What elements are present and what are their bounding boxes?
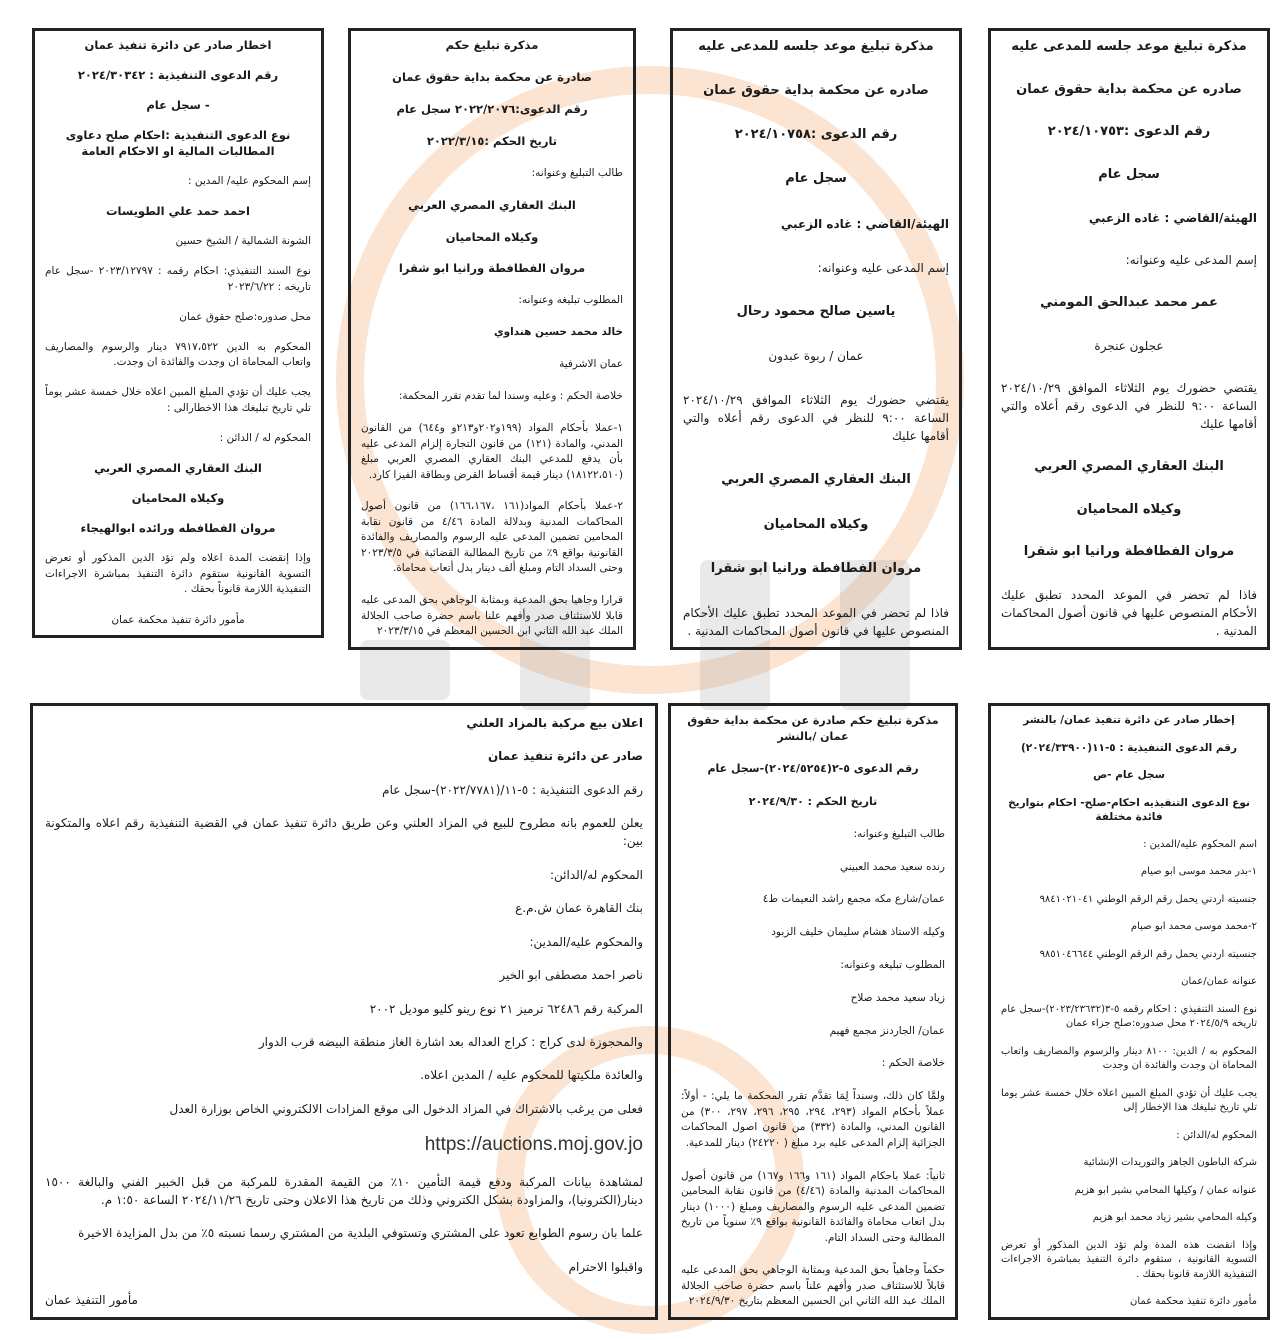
notice-line: محل صدوره:صلح حقوق عمان [179,310,311,323]
notice-line: ناصر احمد مصطفى ابو الخير [499,968,643,983]
notice-heading: رقم الدعوى :٢٠٢٤/١٠٧٥٣ [1047,124,1211,140]
notice-heading: البنك العقاري المصري العربي [721,472,911,488]
notice-line: حكماً وجاهياً بحق المدعية وبمثابة الوجاهي بحق المدعى عليه قابلاً للاستئناف صدر وأفهم علناً باسم حضرة صاحب الجلالة الملك عبد الله الثاني ابن الحسين المعظم بتاريخ ٢٠٢٤/٩/٣٠ [681,1264,945,1308]
notice-line: المحكوم له / الدائن : [219,432,311,445]
notice-line: خلاصة الحكم : وعليه وسندا لما تقدم تقرر المحكمة: [398,390,623,403]
notice-heading: عمر محمد عبدالحق المومني [1040,294,1218,310]
notice-heading: وكيلاه المحاميان [131,491,225,506]
notice-heading: رقم الدعوى:٢٠٢٢/٢٠٧٦ سجل عام [396,101,588,116]
notice-heading: صادره عن محكمة بداية حقوق عمان [1016,81,1242,97]
notice-line: والعائدة ملكيتها للمحكوم عليه / المدين اعلاه. [420,1068,643,1083]
notice-line: المطلوب تبليغه وعنوانه: [518,294,623,307]
notice-heading: البنك العقاري المصري العربي [1034,458,1224,474]
notice-line: صادر عن دائرة تنفيذ عمان [487,749,643,764]
notice-heading: احمد حمد علي الطويسات [106,203,250,218]
notice-heading: نوع الدعوى التنفيذيه احكام-صلح- احكام بتواريخ فائدة مختلفة [1008,796,1250,824]
notice-heading: وكيلاه المحاميان [1076,501,1182,517]
notice-line: والمحجوزة لدى كراج : كراج العداله بعد اشارة الغاز منطقة البيضه قرب الدوار [258,1034,643,1049]
auction-website-link[interactable]: https://auctions.moj.gov.jo [424,1134,643,1156]
notice-heading: البنك العقاري المصري العربي [94,461,262,476]
notice-line: الشونة الشمالية / الشيخ حسين [175,235,311,248]
notice-line: المركبة رقم ٦٢٤٨٦ ترميز ٢١ نوع رينو كليو موديل ٢٠٠٢ [369,1001,643,1016]
notice-vehicle-auction [30,703,658,1320]
notice-line: ٢-عملا بأحكام المواد(١٦١ ،١٦٦،١٦٧) من قانون أصول المحاكمات المدنية وبدلالة المادة ٤/٤٦ من قانون نقابة المحامين تضمين المدعى عليه الرسوم والمصاريف والفائدة القانونية بواقع ٩٪ من تاريخ المطالبة القضائية في ٢٠٢٣/٣/٥ وحتى السداد التام ومبلغ ألف دينار بدل أتعاب محاماة. [361,500,623,575]
notice-heading: رقم الدعوى :٢٠٢٤/١٠٧٥٨ [734,127,898,143]
notice-heading: إخطار صادر عن دائرة تنفيذ عمان/ بالنشر [1023,714,1235,726]
notice-heading: صادره عن محكمة بداية حقوق عمان [703,83,929,99]
notice-heading: البنك العقاري المصري العربي [408,197,576,212]
notice-line: ٢-محمد موسى محمد ابو صيام [1130,921,1257,933]
notice-line: مأمور التنفيذ عمان [45,1293,138,1307]
notice-judgment-5254 [668,703,958,1320]
notice-line: رنده سعيد محمد العبيني [840,860,945,873]
notice-heading: مذكرة تبليغ حكم [445,38,539,52]
notice-heading: سجل عام [785,171,847,187]
notice-line: وكيله المحامي بشير زياد محمد ابو هزيم [1092,1212,1257,1224]
notice-line: يقتضي حضورك يوم الثلاثاء الموافق ٢٠٢٤/١٠/٢٩ الساعة ٩:٠٠ للنظر في الدعوى رقم أعلاه والتي أقامها عليك [1001,381,1258,432]
notice-line: المحكوم به الدين ٧٩١٧،٥٢٢ دينار والرسوم والمصاريف واتعاب المحاماة ان وجدت والفائدة ان وجدت. [45,340,311,369]
notice-line: مأمور دائرة تنفيذ محكمة عمان [111,613,245,626]
notice-hearing-summons-10758 [670,28,962,650]
notice-line: الهيئة/القاضي : غاده الزعبي [780,216,949,231]
notice-heading: مذكرة تبليغ حكم صادرة عن محكمة بداية حقوق عمان /بالنشر [687,714,939,743]
notice-line: قرارا وجاهيا بحق المدعية وبمثابة الوجاهي بحق المدعى عليه قابلا للاستئناف صدر وأفهم علنا باسم حضرة صاحب الجلالة الملك عبد الله الثاني ابن الحسين المعظم في ٢٠٢٣/٣/١٥ [361,594,623,638]
notice-line: مأمور دائرة تنفيذ محكمة عمان [1130,1296,1257,1308]
notice-line: والمحكوم عليه/المدين: [529,934,643,949]
notice-line: يجب عليك أن تؤدي المبلغ المبين اعلاه خلال خمسة عشر يوما تلي تاريخ تبليغك هذا الإخطار إلى [1001,1087,1257,1114]
notice-line: جنسيته اردني يحمل رقم الرقم الوطني ٩٨٤١٠٢١٠٤١ [1039,893,1257,905]
notice-line: يقتضي حضورك يوم الثلاثاء الموافق ٢٠٢٤/١٠/٢٩ الساعة ٩:٠٠ للنظر في الدعوى رقم أعلاه والتي أقامها عليك [683,393,950,444]
notice-line: المحكوم له/الدائن: [549,867,643,882]
notice-line: عمان/ الجاردنز مجمع فهيم [829,1024,945,1037]
notice-line: واقبلوا الاحترام [568,1259,643,1274]
notice-line: طالب التبليغ وعنوانه: [853,827,945,840]
notice-heading: تاريخ الحكم : ٢٠٢٤/٩/٣٠ [748,795,878,809]
notice-heading: ياسين صالح محمود رحال [736,303,896,319]
notice-line: عجلون عنجرة [1094,338,1164,353]
notice-heading: تاريخ الحكم :٢٠٢٢/٣/١٥ [426,133,558,148]
notice-line: طالب التبليغ وعنوانه: [531,166,623,179]
notice-execution-30342 [32,28,324,638]
notice-line: اعلان بيع مركبة بالمزاد العلني [466,716,643,730]
notice-heading: مذكرة تبليغ موعد جلسه للمدعى عليه [1011,39,1247,54]
notice-line: عمان/شارع مكه مجمع راشد النعيمات ط٤ [762,893,945,906]
notice-line: فاذا لم تحضر في الموعد المحدد تطبق عليك الأحكام المنصوص عليها في قانون أصول المحاكمات المدنية . [683,605,949,638]
notice-line: وإذا إنقضت المدة اعلاه ولم تؤد الدين المذكور أو تعرض التسوية القانونية ستقوم دائرة التنفيذ بمباشرة الاجراءات التنفيذية اللازمة قانوناً بحقك . [45,552,311,596]
notice-heading: وكيلاه المحاميان [445,229,539,244]
notice-line: وكيله الاستاذ هشام سليمان خليف الزبود [771,926,945,939]
notice-heading: نوع الدعوى التنفيذية :احكام صلح دعاوى المطالبات المالية او الاحكام العامة [65,128,291,158]
notice-line: المطلوب تبليغه وعنوانه: [840,959,945,972]
notice-line: فعلى من يرغب بالاشتراك في المزاد الدخول الى موقع المزادات الالكتروني الخاص بوزارة العدل [169,1101,643,1116]
notice-judgment-2076 [348,28,636,650]
notice-line: ١-بدر محمد موسى ابو صيام [1140,866,1257,878]
notice-hearing-summons-10753 [988,28,1270,650]
notice-heading: مروان الفطافطة ورانيا ابو شقرا [1023,544,1235,560]
notice-line: عنوانه عمان/عمان [1181,976,1257,988]
notice-line: نوع السند التنفيذي : احكام رقمه ٥-٣(٢٠٢٣/٢٣٦٣٢)-سجل عام تاريخه ٢٠٢٤/٥/٩ محل صدوره:صلح جزاء عمان [1001,1003,1257,1030]
notice-line: عنوانه عمان / وكيلها المحامي بشير ابو هزيم [1074,1184,1257,1196]
notice-line: لمشاهدة بيانات المركبة ودفع قيمة التأمين ١٠٪ من القيمة المقدرة للمركبة من قبل الخبير الفني والبالغة ١٥٠٠ دينار(الكترونيا)، والمزاودة بشكل الكتروني وذلك من تاريخ هذا الاعلان وحتى تاريخ ٢٠٢٤/١١/٢٦ الساعة ١:٥٠ م. [45,1174,643,1207]
notice-heading: - سجل عام [146,98,210,113]
notice-line: بنك القاهرة عمان ش.م.ع [515,901,643,916]
notice-execution-33900 [988,703,1270,1320]
notice-heading: وكيلاه المحاميان [763,516,869,532]
notice-heading: اخطار صادر عن دائرة تنفيذ عمان [84,38,272,52]
notice-heading: سجل عام -ص [1093,769,1165,782]
notice-line: عمان / ربوة عبدون [768,349,864,364]
notice-line: المحكوم له/الدائن : [1176,1129,1257,1141]
notice-line: فاذا لم تحضر في الموعد المحدد تطبق عليك الأحكام المنصوص عليها في قانون أصول المحاكمات المدنية . [1001,587,1257,638]
notice-line: وإذا انقضت هذه المدة ولم تؤد الدين المذكور أو تعرض التسوية القانونية ، ستقوم دائرة التنفيذ بمباشرة الاجراءات التنفيذية اللازمة قانونا بحقك . [1001,1239,1257,1280]
notice-line: الهيئة/القاضي : غاده الزعبي [1088,210,1257,225]
notice-line: يجب عليك أن تؤدي المبلغ المبين اعلاه خلال خمسة عشر يوماً تلي تاريخ تبليغك هذا الاخطارالى : [45,386,311,414]
notice-line: ولمَّا كان ذلك، وسنداً لِمَا تقدَّم تقرر المحكمة ما يلي: - أولاً: عملاً بأحكام المواد (٢٩٣، ٢٩٤، ٢٩٥، ٢٩٦، ٢٩٧، ٣٠٠) من القانون المدني، والمادة (٣٣٢) من قانون اصول المحاكمات الجزائية إلزام المدعى عليه برد مبلغ ( ٢٤٢٢٠) دينار للمدعية. [681,1090,945,1149]
notice-line: رقم الدعوى التنفيذية : ٥-١١/(٢٠٢٢/٧٧٨١)-سجل عام [382,782,643,797]
notice-line: نوع السند التنفيذي: احكام رقمه : ٢٠٢٣/١٢٧٩٧ -سجل عام تاريخه : ٢٠٢٣/٦/٢٢ [45,265,311,293]
notice-heading: رقم الدعوى التنفيذية : ٢٠٢٤/٣٠٣٤٢ [77,68,279,83]
notice-line: إسم المدعى عليه وعنوانه: [817,260,949,275]
notice-line: خلاصة الحكم : [881,1057,945,1070]
notice-line: المحكوم به / الدين: ٨١٠٠ دينار والرسوم والمصاريف واتعاب المحاماة ان وجدت والفائدة ان وجدت [1001,1045,1258,1072]
notice-heading: صادرة عن محكمة بداية حقوق عمان [392,69,592,84]
notice-line: عمان الاشرفية [559,358,623,371]
notice-heading: رقم الدعوى ٥-٢(٢٠٢٤/٥٢٥٤)-سجل عام [707,762,919,776]
notice-line: يعلن للعموم بانه مطروح للبيع في المزاد العلني وعن طريق دائرة تنفيذ عمان في القضية التنفيذية رقم اعلاه والمتكونة بين: [45,816,643,849]
notice-line: علما بان رسوم الطوابع تعود على المشتري وتستوفي البلدية من المشتري رسما نسبته ٥٪ من بدل المزايدة الاخيرة [78,1226,643,1241]
notice-heading: مذكرة تبليغ موعد جلسه للمدعى عليه [698,39,934,54]
notice-line: خالد محمد حسين هنداوي [493,326,623,339]
notice-heading: سجل عام [1098,166,1160,182]
notice-line: جنسيته اردني يحمل رقم الرقم الوطني ٩٨٥١٠٤٦٦٤٤ [1039,948,1257,960]
notice-heading: مروان الفطافطة ورانيا ابو شقرا [398,261,586,276]
notice-heading: رقم الدعوى التنفيذية : ٥-١١(٢٠٢٤/٣٣٩٠٠) [1020,741,1238,754]
notice-line: زياد سعيد محمد صلاح [850,991,945,1004]
notice-line: إسم المحكوم عليه/ المدين : [188,174,311,187]
notice-line: ثانياً: عملا باحكام المواد (١٦١ و١٦٦ و١٦٧) من قانون أصول المحاكمات المدنية والمادة (٤/٤٦) من قانون نقابة المحامين تضمين المدعى عليه الرسوم والمصاريف ومبلغ (١٠٠٠) دينار بدل اتعاب محاماة والفائدة القانونية بواقع ٩٪ سنوياً من تاريخ المطالبة وحتى السداد التام. [681,1169,946,1244]
notice-heading: مروان الفطافطة ورانيا ابو شقرا [710,560,922,576]
notice-line: ١-عملا بأحكام المواد (١٩٩و٢٠٢و٢١٣و و٦٤٤) من القانون المدني، والمادة (١٢١) من قانون التجارة إلزام المدعى عليه بأن يدفع للمدعي البنك العقاري المصري العربي مبلغ (١٨١٢٢،٥١٠) دينار قيمة أقساط القرض وبطاقة الفيزا كارد. [361,422,624,481]
notice-line: شركة الباطون الجاهز والتوريدات الإنشائية [1083,1157,1257,1169]
notice-line: إسم المدعى عليه وعنوانه: [1125,253,1257,268]
notice-heading: مروان الفطافطه ورائده ابوالهيجاء [80,521,276,536]
notice-line: اسم المحكوم عليه/المدين : [1143,838,1257,850]
